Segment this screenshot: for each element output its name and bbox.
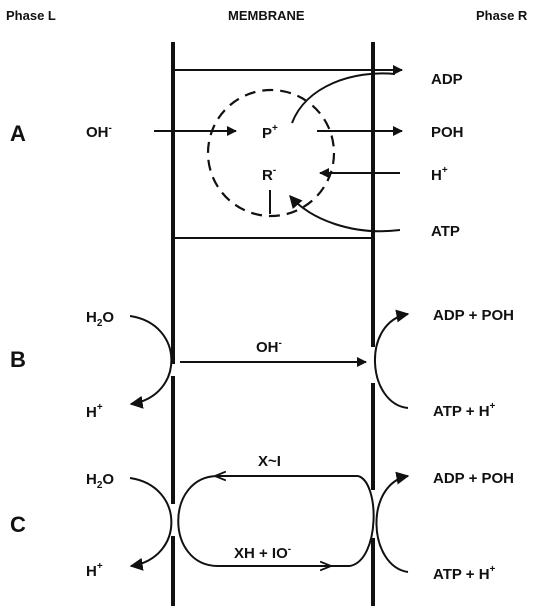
carrier-r-label: R- — [262, 165, 277, 184]
panel-a-oh-label: OH- — [86, 123, 112, 141]
membrane-header: MEMBRANE — [228, 8, 305, 23]
panel-b-water-label: $H_2O$ — [86, 309, 115, 329]
adp-arrow-curve — [292, 73, 395, 123]
panel-b-proton-label: H+ — [86, 402, 103, 421]
panel-a-label: A — [10, 121, 26, 146]
panel-a-poh-label: POH — [431, 124, 464, 141]
phase-right-header: Phase R — [476, 8, 528, 23]
panel-b-oh-label: OH- — [256, 338, 282, 356]
panel-c-label: C — [10, 512, 26, 537]
panel-b-left-curved-arrow — [130, 316, 171, 404]
carrier-p-label: P+ — [262, 123, 278, 142]
panel-a-adp-label: ADP — [431, 71, 463, 88]
panel-b-atp-h-label: ATP + H+ — [433, 401, 496, 420]
panel-c-right-curved-arrow — [376, 476, 408, 572]
xh-io-label: XH + IO- — [234, 544, 292, 562]
panel-c-atp-h-label: ATP + H+ — [433, 564, 496, 583]
panel-c-water-label: $H_2O$ — [86, 471, 115, 491]
atp-into-carrier-arrow — [290, 196, 400, 231]
phase-left-header: Phase L — [6, 8, 56, 23]
panel-a-atp-label: ATP — [431, 223, 460, 240]
panel-c-adp-poh-label: ADP + POH — [433, 470, 514, 487]
panel-b-adp-poh-label: ADP + POH — [433, 307, 514, 324]
panel-c-left-curved-arrow — [130, 478, 171, 566]
panel-c-proton-label: H+ — [86, 561, 103, 580]
panel-a-h-label: H+ — [431, 165, 448, 184]
carrier-cycle-right-end — [350, 476, 374, 566]
panel-b-label: B — [10, 347, 26, 372]
x-i-label: X~I — [258, 453, 281, 470]
panel-b-right-curved-arrow — [375, 314, 408, 408]
